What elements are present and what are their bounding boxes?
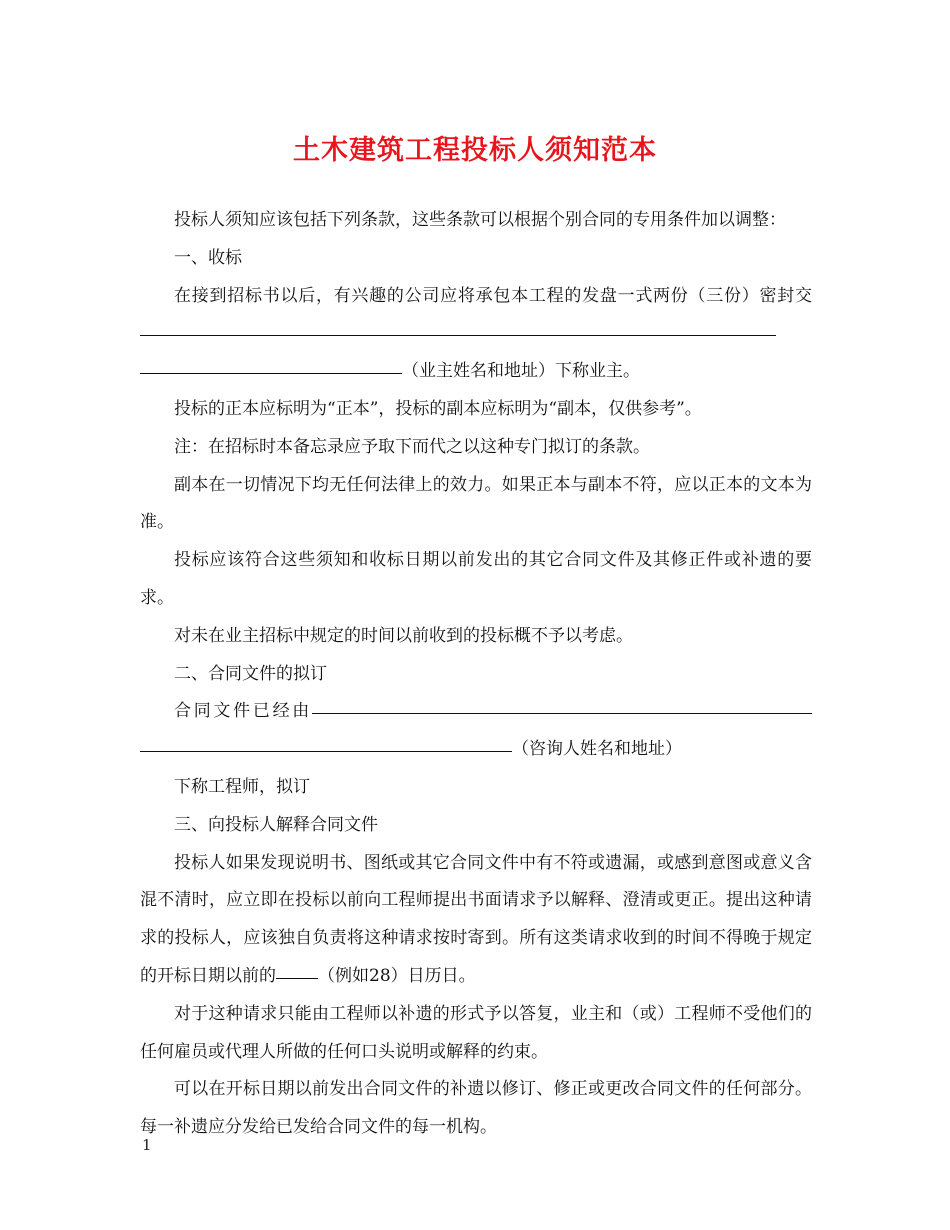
- section-heading-3: 三、向投标人解释合同文件: [174, 814, 378, 835]
- paragraph-copy-validity: 副本在一切情况下均无任何法律上的效力。如果正本与副本不符，应以正本的文本为准。: [140, 474, 812, 533]
- paragraph-addenda-issue: 可以在开标日期以前发出合同文件的补遗以修订、修正或更改合同文件的任何部分。每一补遗应分发给已发给合同文件的每一机构。: [140, 1079, 812, 1138]
- paragraph-intro: 投标人须知应该包括下列条款，这些条款可以根据个别合同的专用条件加以调整：: [174, 210, 786, 230]
- paragraph-submission-text-b: （业主姓名和地址）下称业主。: [402, 361, 640, 382]
- section-heading-1: 一、收标: [174, 247, 242, 268]
- paragraph-submission: [140, 278, 812, 391]
- paragraph-prepared-by-text-b: （咨询人姓名和地址）: [512, 739, 682, 760]
- paragraph-original-copy: 投标的正本应标明为“正本”，投标的副本应标明为“副本，仅供参考”。: [174, 398, 702, 419]
- paragraph-engineer: 下称工程师，拟订: [174, 776, 310, 797]
- paragraph-note: 注：在招标时本备忘录应予取下而代之以这种专门拟订的条款。: [174, 436, 650, 457]
- fill-in-blank: [140, 334, 776, 336]
- section-heading-2: 二、合同文件的拟订: [174, 663, 327, 684]
- paragraph-clarification: [140, 845, 812, 996]
- paragraph-compliance: 投标应该符合这些须知和收标日期以前发出的其它合同文件及其修正件或补遗的要求。: [140, 550, 812, 608]
- paragraph-clarification-text-a: 投标人如果发现说明书、图纸或其它合同文件中有不符或遗漏，或感到意图或意义含混不清时，应立即在投标以前向工程师提出书面请求予以解释、澄清或更正。提出这种请求的投标人，应该独自负责将这种请求按时寄到。所有这类请求收到的时间不得晚于规定的开标日期以前的: [140, 852, 812, 986]
- paragraph-prepared-by: [140, 693, 812, 769]
- document-body: [140, 202, 812, 1147]
- paragraph-late-bids: 对未在业主招标中规定的时间以前收到的投标概不予以考虑。: [174, 625, 633, 646]
- page-number: 1: [142, 1136, 152, 1154]
- fill-in-blank: [140, 372, 402, 374]
- document-title: 土木建筑工程投标人须知范本: [293, 135, 657, 166]
- paragraph-prepared-by-text-a: 合同文件已经由: [174, 701, 312, 722]
- fill-in-blank: [276, 977, 318, 979]
- paragraph-submission-text-a: 在接到招标书以后，有兴趣的公司应将承包本工程的发盘一式两份（三份）密封交: [174, 285, 812, 306]
- fill-in-blank: [140, 750, 512, 752]
- paragraph-addenda-reply: 对于这种请求只能由工程师以补遗的形式予以答复，业主和（或）工程师不受他们的任何雇员或代理人所做的任何口头说明或解释的约束。: [140, 1003, 812, 1062]
- fill-in-blank: [312, 712, 812, 714]
- paragraph-clarification-text-b: （例如28）日历日。: [318, 965, 476, 986]
